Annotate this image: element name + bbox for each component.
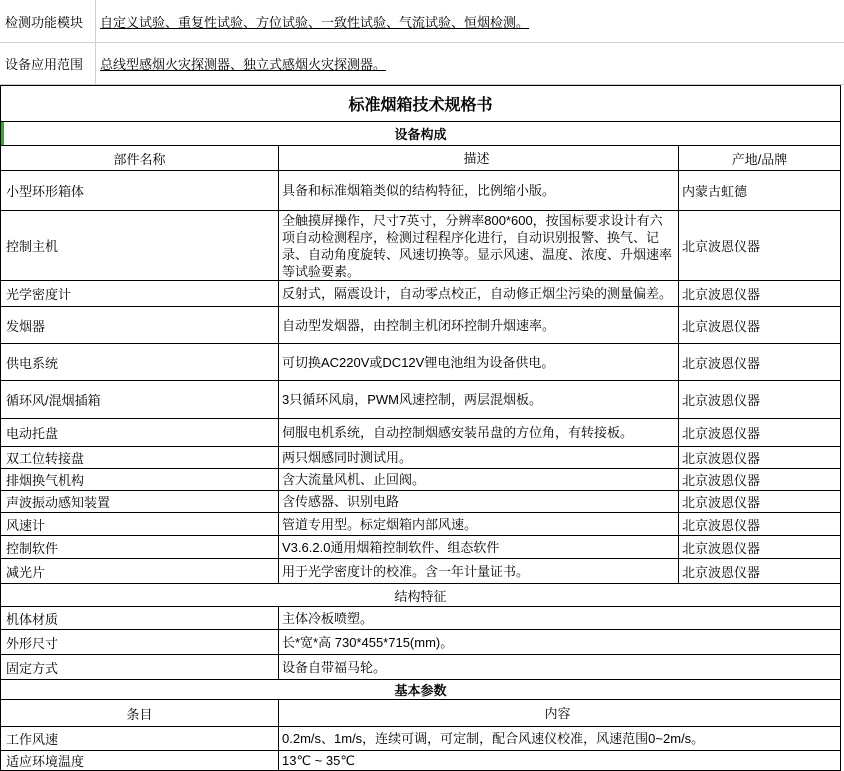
table-row	[1, 727, 840, 751]
param-name: 工作风速	[1, 727, 279, 750]
section-structure-heading-text: 结构特征	[394, 588, 447, 604]
table-row	[1, 419, 840, 447]
part-brand: 北京波恩仪器	[682, 318, 761, 334]
part-name: 电动托盘	[1, 419, 279, 446]
device-header-row	[1, 146, 840, 171]
table-row	[1, 381, 840, 419]
part-brand: 北京波恩仪器	[682, 564, 761, 580]
part-brand: 北京波恩仪器	[682, 426, 761, 441]
part-name: 排烟换气机构	[1, 469, 279, 490]
section-params-heading-text: 基本参数	[394, 683, 447, 698]
col-header-desc: 描述	[279, 146, 679, 170]
part-desc: 用于光学密度计的校准。含一年计量证书。	[279, 559, 679, 583]
table-row	[1, 171, 840, 211]
param-desc: 0.2m/s、1m/s，连续可调，可定制，配合风速仪校准，风速范围0~2m/s。	[282, 731, 705, 746]
table-row	[1, 630, 840, 655]
feature-name: 固定方式	[1, 655, 279, 679]
table-row	[1, 447, 840, 469]
part-brand: 北京波恩仪器	[682, 517, 761, 533]
info-label-functions: 检测功能模块	[0, 0, 96, 42]
part-desc: 管道专用型。标定烟箱内部风速。	[279, 513, 679, 535]
spec-table	[0, 85, 841, 771]
feature-name: 机体材质	[1, 607, 279, 629]
info-link-functions[interactable]: 自定义试验、重复性试验、方位试验、一致性试验、气流试验、恒烟检测。	[100, 14, 530, 30]
feature-desc: 主体冷板喷塑。	[282, 610, 374, 626]
table-row	[1, 655, 840, 680]
table-row	[1, 559, 840, 584]
params-header-row	[1, 700, 840, 727]
part-brand: 北京波恩仪器	[682, 495, 761, 510]
table-row	[1, 281, 840, 307]
part-brand: 北京波恩仪器	[682, 355, 761, 371]
part-brand: 北京波恩仪器	[682, 540, 761, 556]
feature-desc: 设备自带福马轮。	[282, 659, 387, 675]
part-name: 减光片	[1, 559, 279, 583]
part-brand: 北京波恩仪器	[682, 473, 761, 488]
table-row	[1, 469, 840, 491]
info-label-scope: 设备应用范围	[0, 43, 96, 84]
part-desc: 两只烟感同时测试用。	[279, 447, 679, 468]
table-row	[1, 307, 840, 344]
param-name: 适应环境温度	[1, 751, 279, 770]
part-desc: V3.6.2.0通用烟箱控制软件、组态软件	[279, 536, 679, 558]
table-row	[1, 536, 840, 559]
part-desc: 自动型发烟器，由控制主机闭环控制升烟速率。	[279, 307, 679, 343]
table-row	[1, 211, 840, 281]
section-device-heading	[1, 122, 840, 146]
part-desc: 含传感器、识别电路	[279, 491, 679, 512]
col-header-brand: 产地/品牌	[731, 151, 788, 167]
info-link-scope[interactable]: 总线型感烟火灾探测器、独立式感烟火灾探测器。	[100, 57, 387, 72]
part-desc: 反射式，隔震设计，自动零点校正，自动修正烟尘污染的测量偏差。	[279, 281, 679, 306]
part-name: 供电系统	[1, 344, 279, 380]
part-name: 声波振动感知装置	[1, 491, 279, 512]
page-title: 标准烟箱技术规格书	[1, 86, 840, 122]
section-params-heading	[1, 680, 840, 700]
section-structure-heading	[1, 584, 840, 607]
section-device-heading-text: 设备构成	[394, 127, 447, 142]
part-name: 控制主机	[1, 211, 279, 280]
part-brand: 北京波恩仪器	[682, 451, 761, 466]
part-desc: 全触摸屏操作，尺寸7英寸，分辨率800*600，按国标要求设计有六项自动检测程序，检测过程程序化进行，自动识别报警、换气、记录、自动角度旋转、风速切换等。显示风速、温度、浓度、升烟速率等试验要素。	[279, 211, 679, 280]
part-desc: 伺服电机系统，自动控制烟感安装吊盘的方位角，有转接板。	[279, 419, 679, 446]
part-brand: 北京波恩仪器	[682, 239, 761, 254]
feature-desc: 长*宽*高 730*455*715(mm)。	[282, 634, 454, 650]
table-row	[1, 751, 840, 771]
part-desc: 3只循环风扇，PWM风速控制，两层混烟板。	[279, 381, 679, 418]
col-header-name: 部件名称	[1, 146, 279, 170]
col-header-item: 条目	[1, 700, 279, 726]
table-row	[1, 607, 840, 630]
top-info-block	[0, 0, 844, 85]
info-row-scope	[0, 43, 844, 85]
part-desc: 可切换AC220V或DC12V锂电池组为设备供电。	[279, 344, 679, 380]
table-row	[1, 513, 840, 536]
part-name: 发烟器	[1, 307, 279, 343]
part-name: 循环风/混烟插箱	[1, 381, 279, 418]
part-name: 风速计	[1, 513, 279, 535]
col-header-content: 内容	[544, 705, 571, 721]
part-desc: 具备和标准烟箱类似的结构特征，比例缩小版。	[279, 171, 679, 210]
part-name: 小型环形箱体	[1, 171, 279, 210]
part-name: 控制软件	[1, 536, 279, 558]
table-row	[1, 344, 840, 381]
part-brand: 内蒙古虹德	[682, 184, 748, 199]
part-name: 双工位转接盘	[1, 447, 279, 468]
part-name: 光学密度计	[1, 281, 279, 306]
feature-name: 外形尺寸	[1, 630, 279, 654]
part-brand: 北京波恩仪器	[682, 287, 761, 302]
part-desc: 含大流量风机、止回阀。	[279, 469, 679, 490]
info-row-functions	[0, 0, 844, 43]
table-row	[1, 491, 840, 513]
part-brand: 北京波恩仪器	[682, 393, 761, 408]
selection-marker	[1, 122, 4, 145]
param-desc: 13℃ ~ 35℃	[282, 753, 355, 768]
